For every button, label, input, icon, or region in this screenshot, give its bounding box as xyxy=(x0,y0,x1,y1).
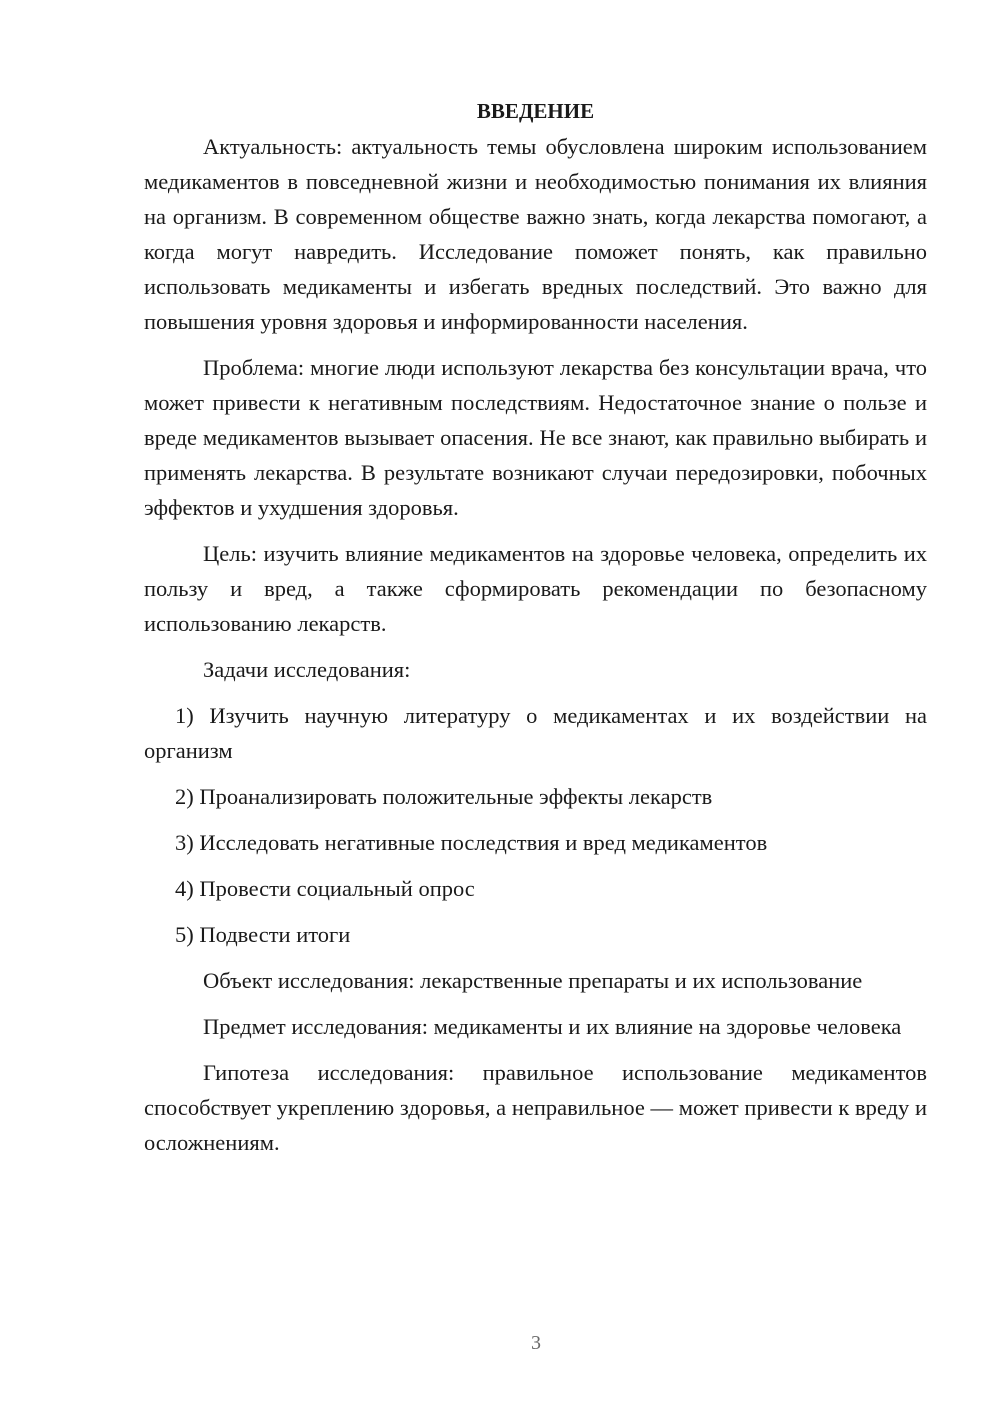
hypothesis-paragraph: Гипотеза исследования: правильное использование медикаментов способствует укреплению здоровья, а неправильное — может привести к вреду и осложнениям. xyxy=(144,1060,927,1155)
tasks-heading: Задачи исследования: xyxy=(203,657,411,682)
task-item-2: 2) Проанализировать положительные эффекты лекарств xyxy=(175,784,713,809)
document-body xyxy=(144,94,927,1160)
subject-paragraph: Предмет исследования: медикаменты и их влияние на здоровье человека xyxy=(203,1014,902,1039)
section-title: ВВЕДЕНИЕ xyxy=(476,99,595,123)
goal-paragraph: Цель: изучить влияние медикаментов на здоровье человека, определить их пользу и вред, а также сформировать рекомендации по безопасному использованию лекарств. xyxy=(144,541,927,636)
problem-paragraph: Проблема: многие люди используют лекарства без консультации врача, что может привести к негативным последствиям. Недостаточное знание о пользе и вреде медикаментов вызывает опасения. Не все знают, как правильно выбирать и применять лекарства. В результате возникают случаи передозировки, побочных эффектов и ухудшения здоровья. xyxy=(144,355,927,520)
relevance-paragraph: Актуальность: актуальность темы обусловлена широким использованием медикаментов в повседневной жизни и необходимостью понимания их влияния на организм. В современном обществе важно знать, когда лекарства помогают, а когда могут навредить. Исследование поможет понять, как правильно использовать медикаменты и избегать вредных последствий. Это важно для повышения уровня здоровья и информированности населения. xyxy=(144,134,927,334)
task-item-5: 5) Подвести итоги xyxy=(175,922,351,947)
page-number: 3 xyxy=(531,1332,541,1354)
object-paragraph: Объект исследования: лекарственные препараты и их использование xyxy=(203,968,863,993)
task-item-4: 4) Провести социальный опрос xyxy=(175,876,475,901)
task-item-3: 3) Исследовать негативные последствия и вред медикаментов xyxy=(175,830,768,855)
task-item-1: 1) Изучить научную литературу о медикаментах и их воздействии на организм xyxy=(144,703,927,763)
